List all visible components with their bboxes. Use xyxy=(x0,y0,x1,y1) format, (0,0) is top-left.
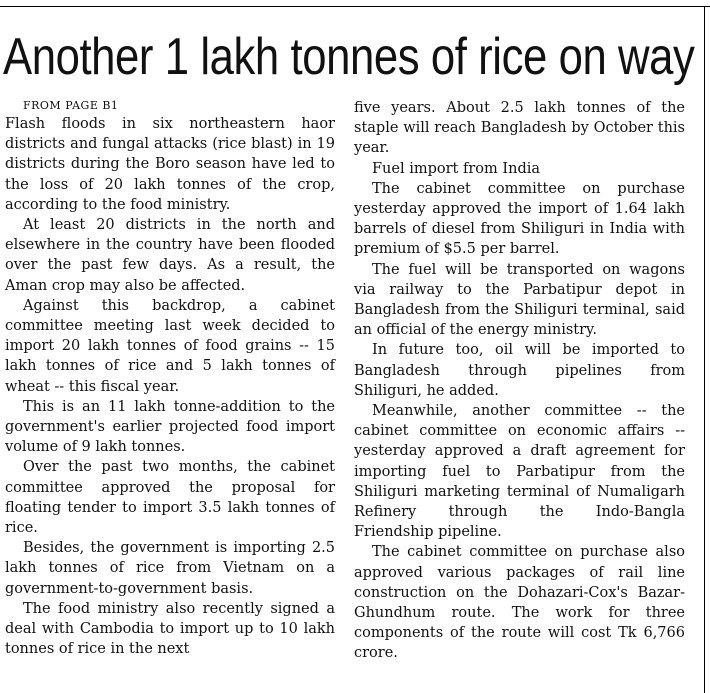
paragraph: In future too, oil will be imported to Bangladesh through pipelines from Shiliguri, he added. xyxy=(354,342,685,399)
paragraph: The food ministry also recently signed a deal with Cambodia to import up to 10 lakh tonnes of rice in the next xyxy=(5,600,335,658)
paragraph: five years. About 2.5 lakh tonnes of the staple will reach Bangladesh by October this year. xyxy=(354,100,685,157)
paragraph: The cabinet committee on purchase also approved various packages of rail line construction on the Dohazari-Cox's Bazar-Ghundhum route. The work for three components of the route will cost Tk 6,766 crore. xyxy=(354,544,685,662)
column-rule xyxy=(704,6,705,693)
paragraph: Over the past two months, the cabinet committee approved the proposal for floating tender to import 3.5 lakh tonnes of rice. xyxy=(5,459,335,537)
right-column xyxy=(354,98,685,664)
top-rule xyxy=(0,6,710,7)
paragraph: At least 20 districts in the north and elsewhere in the country have been flooded over the past few days. As a result, the Aman crop may also be affected. xyxy=(5,217,335,294)
paragraph: Flash floods in six northeastern haor districts and fungal attacks (rice blast) in 19 districts during the Boro season have led to the loss of 20 lakh tonnes of the crop, according to the food ministry. xyxy=(5,116,335,213)
paragraph: This is an 11 lakh tonne-addition to the government's earlier projected food import volume of 9 lakh tonnes. xyxy=(5,398,335,456)
paragraph: Besides, the government is importing 2.5 lakh tonnes of rice from Vietnam on a government-to-government basis. xyxy=(5,540,335,597)
dateline: FROM PAGE B1 xyxy=(23,99,119,112)
paragraph: Against this backdrop, a cabinet committee meeting last week decided to import 20 lakh tonnes of food grains -- 15 lakh tonnes of rice and 5 lakh tonnes of wheat -- this fiscal year. xyxy=(5,297,335,395)
paragraph: The cabinet committee on purchase yesterday approved the import of 1.64 lakh barrels of diesel from Shiliguri in India with premium of $5.5 per barrel. xyxy=(354,180,685,258)
subheading: Fuel import from India xyxy=(372,160,541,177)
paragraph: Meanwhile, another committee -- the cabinet committee on economic affairs -- yesterday approved a draft agreement for importing fuel to Parbatipur from the Shiliguri marketing terminal of Numaligarh Refinery through the Indo-Bangla Friendship pipeline. xyxy=(354,403,685,541)
paragraph: The fuel will be transported on wagons via railway to the Parbatipur depot in Bangladesh from the Shiliguri terminal, said an official of the energy ministry. xyxy=(354,261,685,339)
headline: Another 1 lakh tonnes of rice on way xyxy=(3,28,695,86)
left-column xyxy=(5,98,335,659)
